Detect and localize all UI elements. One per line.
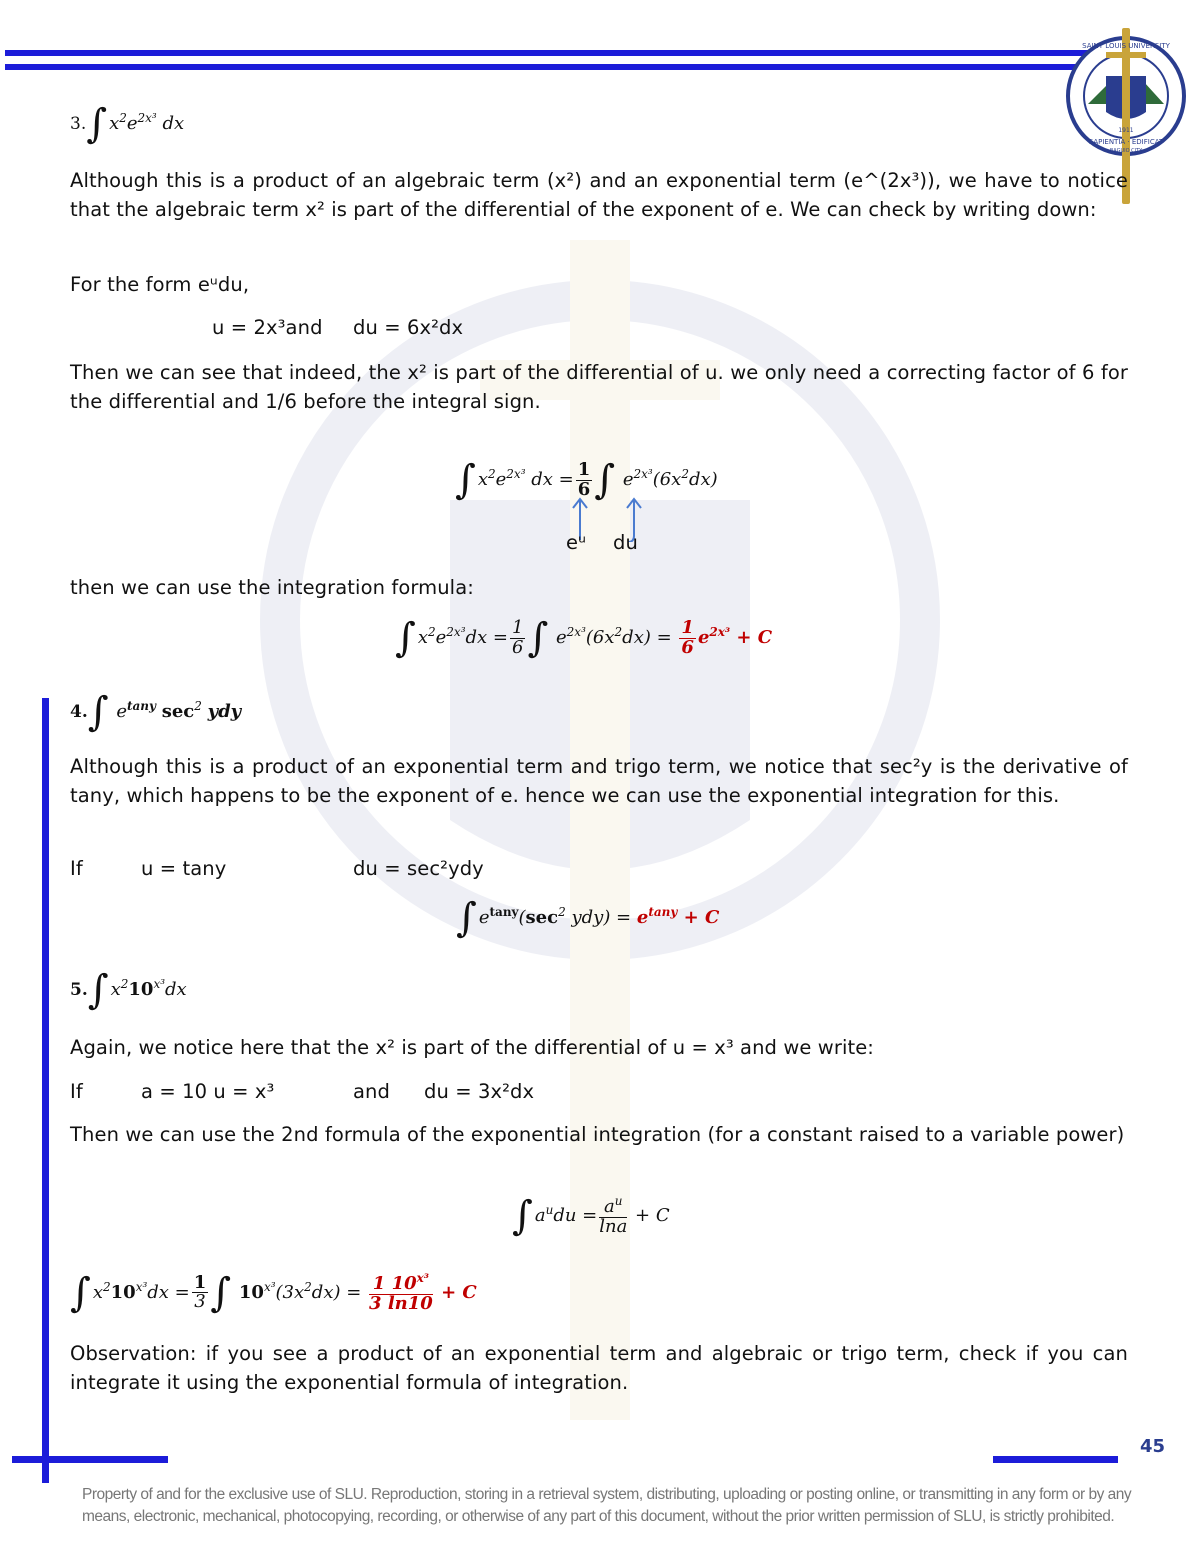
problem4-du-def: du = sec²ydy (353, 857, 484, 880)
logo-text-bottom: SAPIENTIA · EDIFICAT (1088, 138, 1164, 146)
problem3-then-text: then we can use the integration formula: (70, 576, 474, 599)
logo-city: BAGUIO CITY (1109, 148, 1143, 154)
logo-text-top: SAINT LOUIS UNIVERSITY (1082, 42, 1170, 50)
problem4-equation: ∫ $e^{tany}(\sec^2$ $ydy) = e^{tany} + C$ (456, 895, 720, 941)
problem4-heading: 4.∫ $e^{tany}$ $\sec^2$ ydy (70, 689, 242, 735)
logo-year: 1911 (1118, 127, 1134, 134)
footer-copyright: Property of and for the exclusive use of SLU. Reproduction, storing in a retrieval system, distributing, uploading or posting online, or transmitting in any form or by any means, electronic, mechanical, photocopying, recording, or otherwise of any part of this document, without the prior written permission of SLU, is strictly prohibited. (82, 1486, 1132, 1525)
problem4-u-def: u = tany (141, 857, 227, 880)
problem3-equation-result: ∫ $x^2e^{2x^3}dx$ = $\frac{1}{6}$ ∫ $e^{2x^3}(6x^2dx)$ = $\frac{1}{6}$ $e^{2x^3} + C$ (395, 615, 773, 661)
problem3-du-def: du = 6x²dx (353, 316, 464, 339)
problem3-explain: Then we can see that indeed, the x² is part of the differential of u. we only need a correcting factor of 6 for the differential and 1/6 before the integral sign. (70, 361, 1128, 413)
observation: Observation: if you see a product of an exponential term and algebraic or trigo term, check if you can integrate it using the exponential formula of integration. (70, 1342, 1128, 1394)
problem5-label: 5. (70, 980, 88, 1000)
arrow-label-eu: eᵘ (566, 531, 587, 554)
arrow-label-du: du (613, 531, 638, 554)
problem4-if-label: If (70, 857, 83, 880)
problem4-answer: $e^{tany} + C$ (636, 905, 720, 928)
problem5-intro: Again, we notice here that the x² is part of the differential of u = x³ and we write: (70, 1036, 874, 1059)
footer-bar-left (12, 1456, 168, 1463)
problem5-if-label: If (70, 1080, 83, 1103)
problem3-heading: 3.∫ $x^2e^{2x^3}$ dx (70, 101, 185, 147)
problem3-answer: $\frac{1}{6}$ $e^{2x^3} + C$ (681, 616, 773, 658)
header-bar-top (5, 50, 1095, 56)
exponential-formula: ∫ $a^udu$ = $\frac{a^u}{\ln a}$ + C (512, 1192, 670, 1239)
problem3-equation-setup: ∫ $x^2e^{2x^3}$ dx = $\frac{1}{6}$ ∫ $e^{2x^3}(6x^2dx)$ (455, 457, 718, 503)
problem5-formula-text: Then we can use the 2nd formula of the exponential integration (for a constant raised to a variable power) (70, 1123, 1125, 1146)
problem5-a-def: a = 10 u = x³ (141, 1080, 275, 1103)
header-bar-bottom (5, 64, 1095, 70)
problem5-answer: $\frac{1 10^{x^3}}{3 \ln 10}$ + C (369, 1271, 477, 1314)
problem5-equation: ∫ $x^210^{x^3}dx$ = $\frac{1}{3}$ ∫ $10^{x^3}(3x^2dx)$ = $\frac{1 10^{x^3}}{3 \ln 10}$ + C (70, 1269, 477, 1316)
problem5-du-def: du = 3x²dx (424, 1080, 535, 1103)
footer-bar-right (993, 1456, 1118, 1463)
problem3-label: 3. (70, 114, 87, 134)
page-number: 45 (1140, 1436, 1166, 1457)
problem3-intro: Although this is a product of an algebraic term (x²) and an exponential term (e^(2x³)), we have to notice that the algebraic term x² is part of the differential of the exponent of e. We can check by writing down: (70, 169, 1128, 221)
left-vertical-bar (42, 698, 49, 1483)
problem4-label: 4. (70, 702, 88, 722)
problem3-u-def: u = 2x³and (212, 316, 323, 339)
problem4-intro: Although this is a product of an exponential term and trigo term, we notice that sec²y is the derivative of tany, which happens to be the exponent of e. hence we can use the exponential integration for this. (70, 755, 1128, 807)
problem5-and-label: and (353, 1080, 390, 1103)
problem5-heading: 5.∫ $x^210^{x^3}dx$ (70, 967, 187, 1013)
problem3-form: For the form eᵘdu, (70, 273, 250, 296)
